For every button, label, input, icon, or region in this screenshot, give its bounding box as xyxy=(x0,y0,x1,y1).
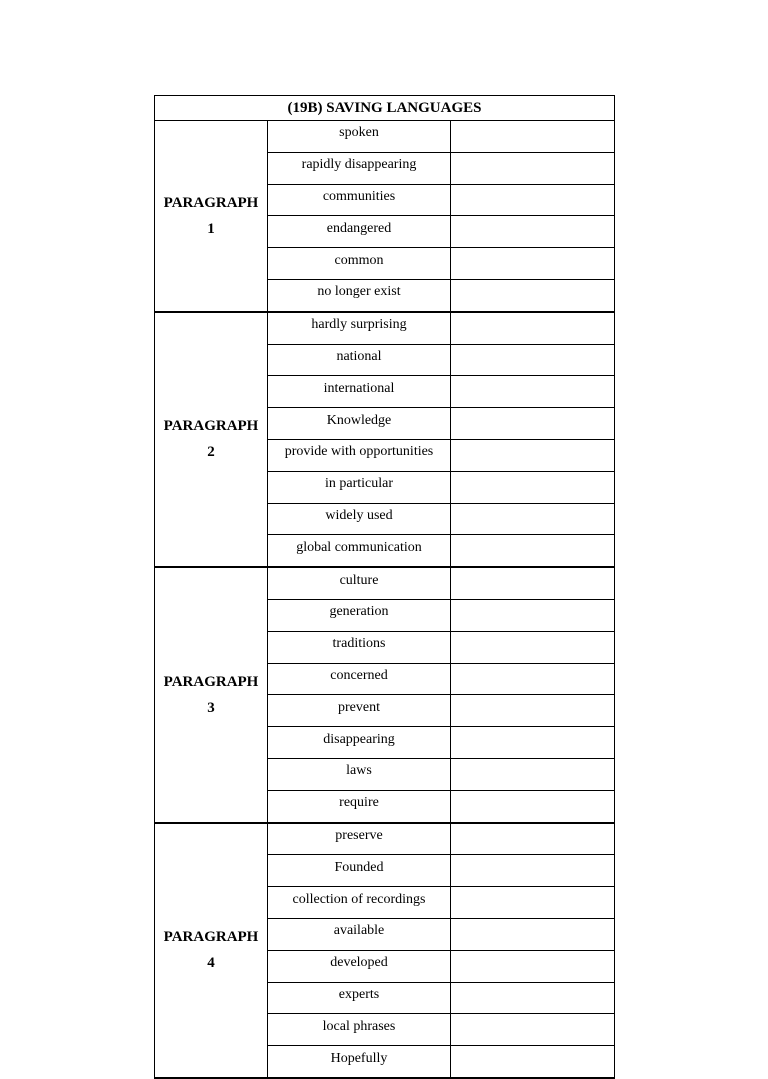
worksheet-title: (19B) SAVING LANGUAGES xyxy=(155,96,615,121)
paragraph-label-3 xyxy=(155,567,268,822)
vocabulary-word: common xyxy=(268,248,451,280)
paragraph-label-text: PARAGRAPH xyxy=(163,929,259,946)
answer-cell[interactable] xyxy=(451,790,615,822)
answer-cell[interactable] xyxy=(451,950,615,982)
vocabulary-word: collection of recordings xyxy=(268,887,451,919)
answer-cell[interactable] xyxy=(451,503,615,535)
answer-cell[interactable] xyxy=(451,344,615,376)
vocabulary-word: prevent xyxy=(268,695,451,727)
paragraph-label-text: PARAGRAPH xyxy=(163,194,259,211)
paragraph-label-1 xyxy=(155,121,268,312)
vocabulary-word: require xyxy=(268,790,451,822)
answer-cell[interactable] xyxy=(451,982,615,1014)
table-row xyxy=(155,121,615,153)
vocabulary-word: preserve xyxy=(268,823,451,855)
vocabulary-word: developed xyxy=(268,950,451,982)
vocabulary-table-body xyxy=(155,96,615,1078)
answer-cell[interactable] xyxy=(451,758,615,790)
answer-cell[interactable] xyxy=(451,439,615,471)
table-row xyxy=(155,567,615,599)
vocabulary-word: global communication xyxy=(268,535,451,567)
answer-cell[interactable] xyxy=(451,727,615,759)
vocabulary-word: laws xyxy=(268,758,451,790)
paragraph-label-text: PARAGRAPH xyxy=(163,418,259,435)
answer-cell[interactable] xyxy=(451,1046,615,1078)
paragraph-number: 1 xyxy=(207,220,215,237)
vocabulary-word: traditions xyxy=(268,631,451,663)
answer-cell[interactable] xyxy=(451,216,615,248)
paragraph-number: 3 xyxy=(207,699,215,716)
answer-cell[interactable] xyxy=(451,535,615,567)
table-row xyxy=(155,312,615,344)
paragraph-number: 2 xyxy=(207,444,215,461)
paragraph-label-4 xyxy=(155,823,268,1078)
vocabulary-word: rapidly disappearing xyxy=(268,152,451,184)
paragraph-label-2 xyxy=(155,312,268,567)
vocabulary-table xyxy=(154,95,615,1079)
vocabulary-word: concerned xyxy=(268,663,451,695)
vocabulary-word: widely used xyxy=(268,503,451,535)
answer-cell[interactable] xyxy=(451,279,615,311)
vocabulary-word: endangered xyxy=(268,216,451,248)
answer-cell[interactable] xyxy=(451,121,615,153)
title-row xyxy=(155,96,615,121)
answer-cell[interactable] xyxy=(451,599,615,631)
vocabulary-word: spoken xyxy=(268,121,451,153)
answer-cell[interactable] xyxy=(451,408,615,440)
vocabulary-word: disappearing xyxy=(268,727,451,759)
answer-cell[interactable] xyxy=(451,312,615,344)
vocabulary-word: hardly surprising xyxy=(268,312,451,344)
answer-cell[interactable] xyxy=(451,248,615,280)
answer-cell[interactable] xyxy=(451,152,615,184)
answer-cell[interactable] xyxy=(451,471,615,503)
answer-cell[interactable] xyxy=(451,663,615,695)
paragraph-label-text: PARAGRAPH xyxy=(163,673,259,690)
answer-cell[interactable] xyxy=(451,823,615,855)
vocabulary-word: Hopefully xyxy=(268,1046,451,1078)
paragraph-number: 4 xyxy=(207,955,215,972)
vocabulary-word: international xyxy=(268,376,451,408)
answer-cell[interactable] xyxy=(451,1014,615,1046)
vocabulary-word: experts xyxy=(268,982,451,1014)
answer-cell[interactable] xyxy=(451,887,615,919)
answer-cell[interactable] xyxy=(451,855,615,887)
answer-cell[interactable] xyxy=(451,918,615,950)
vocabulary-word: Knowledge xyxy=(268,408,451,440)
table-row xyxy=(155,823,615,855)
vocabulary-word: provide with opportunities xyxy=(268,439,451,471)
answer-cell[interactable] xyxy=(451,184,615,216)
vocabulary-word: culture xyxy=(268,567,451,599)
vocabulary-word: no longer exist xyxy=(268,279,451,311)
vocabulary-word: communities xyxy=(268,184,451,216)
vocabulary-word: available xyxy=(268,918,451,950)
answer-cell[interactable] xyxy=(451,376,615,408)
vocabulary-word: generation xyxy=(268,599,451,631)
answer-cell[interactable] xyxy=(451,695,615,727)
vocabulary-word: local phrases xyxy=(268,1014,451,1046)
vocabulary-word: national xyxy=(268,344,451,376)
answer-cell[interactable] xyxy=(451,631,615,663)
answer-cell[interactable] xyxy=(451,567,615,599)
vocabulary-word: Founded xyxy=(268,855,451,887)
vocabulary-word: in particular xyxy=(268,471,451,503)
